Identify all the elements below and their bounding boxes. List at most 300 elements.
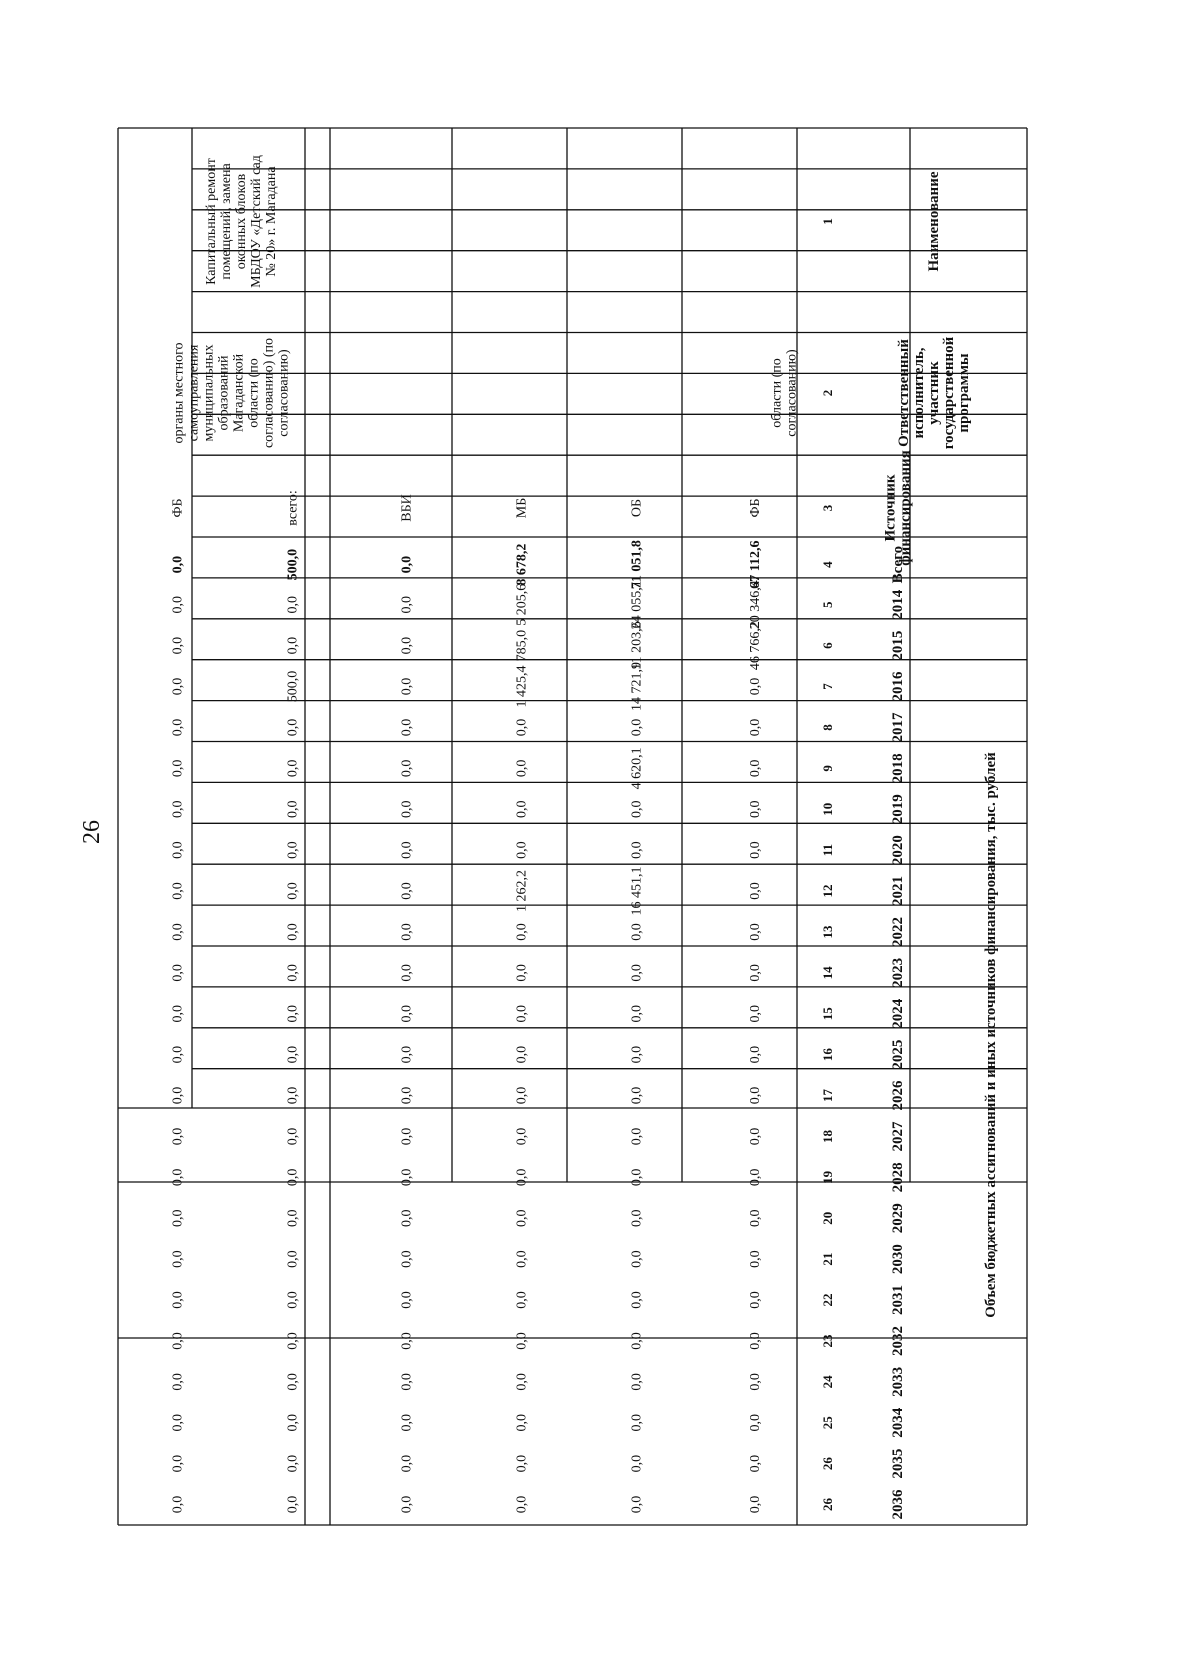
section1-row0-2026: [748, 1087, 763, 1105]
header-year-2035-line: 2035: [890, 1448, 906, 1479]
column-number-12-line: 12: [820, 884, 835, 898]
section1-row0-2021: [748, 882, 763, 900]
column-number-11-line: 11: [820, 844, 835, 857]
section1-row1-2017: [630, 719, 645, 737]
section1-row0-2029-line: 0,0: [748, 1209, 763, 1227]
section1-row1-2026-line: 0,0: [629, 1086, 645, 1105]
section1-row3-2028: [400, 1169, 415, 1187]
section1-row2-2031: [515, 1291, 530, 1309]
section2-row1-2026-line: 0,0: [170, 1086, 186, 1105]
section2-row1-2034-line: 0,0: [170, 1414, 186, 1432]
section2-row1-2020-line: 0,0: [170, 841, 186, 859]
section1-row3-2022: [400, 923, 415, 941]
section1-row2-2029-line: 0,0: [514, 1209, 530, 1227]
section1-row2-2035: [515, 1455, 530, 1473]
section1-row2-2020-line: 0,0: [514, 841, 530, 859]
section1-row3-2035: [400, 1455, 415, 1473]
section1-row1-2024-line: 0,0: [629, 1005, 645, 1023]
section1-row0-2025: [748, 1046, 763, 1064]
section1-row2-2015: [515, 630, 530, 662]
section2-row1-2019-line: 0,0: [170, 800, 186, 818]
section1-row1-2029-line: 0,0: [629, 1209, 645, 1227]
section1-row3-2034: [400, 1414, 415, 1432]
section1-row3-2016: [400, 678, 415, 696]
section2-row0-2030: [286, 1250, 301, 1268]
section1-row3-2019-line: 0,0: [399, 800, 415, 818]
section1-row0-2021-line: 0,0: [748, 882, 763, 900]
column-number-16: [820, 1048, 835, 1062]
page-number: 26: [79, 820, 105, 844]
header-name: [926, 171, 942, 271]
section2-row0-source-line: всего:: [285, 490, 301, 526]
header-responsible-line: Ответственный: [896, 339, 912, 447]
section1-row0-2033: [748, 1373, 763, 1391]
section1-row3-2031-line: 0,0: [399, 1291, 415, 1309]
column-number-25: [820, 1416, 835, 1430]
header-source-line: Источник: [882, 474, 899, 542]
section1-row1-2030: [630, 1250, 645, 1268]
column-number-23: [820, 1334, 835, 1348]
section1-row1-2021-line: 16 451,1: [629, 866, 645, 916]
section2-row0-2028: [286, 1169, 301, 1187]
section2-row0-2034: [286, 1414, 301, 1432]
header-year-2033: [890, 1367, 906, 1397]
column-number-10-line: 10: [820, 802, 835, 816]
section1-row2-2032-line: 0,0: [514, 1332, 530, 1350]
header-year-2021-line: 2021: [890, 876, 906, 907]
section2-row1-2036-line: 0,0: [170, 1495, 186, 1514]
section1-row0-source: [748, 498, 763, 517]
section1-row1-2016-line: 14 721,9: [629, 662, 645, 712]
section2-row0-2029-line: 0,0: [285, 1209, 301, 1227]
column-number-12: [820, 885, 835, 898]
column-number-8-line: 8: [820, 724, 835, 731]
section1-row0-2032-line: 0,0: [748, 1332, 763, 1350]
section1-row1-2036-line: 0,0: [629, 1495, 645, 1514]
section2-responsible: [172, 338, 292, 448]
section2-row0-2023: [286, 964, 301, 982]
column-number-3: [820, 504, 835, 511]
section1-row3-2032: [400, 1332, 415, 1350]
section1-row3-2026-line: 0,0: [399, 1086, 415, 1105]
section2-row0-2025-line: 0,0: [285, 1045, 301, 1064]
header-total: [890, 546, 906, 583]
header-year-2027: [890, 1121, 906, 1152]
section1-row3-2023-line: 0,0: [399, 964, 415, 982]
section2-row1-2032-line: 0,0: [170, 1332, 186, 1350]
section1-responsible-line: области (по: [769, 358, 785, 428]
section1-row0-2034: [748, 1414, 763, 1432]
header-year-2021: [890, 876, 906, 906]
section2-row1-2019: [171, 801, 186, 819]
section1-row1-2019-line: 0,0: [629, 800, 645, 818]
section2-row0-2033: [286, 1373, 301, 1391]
section1-row3-2022-line: 0,0: [399, 923, 415, 941]
section1-row2-2019: [515, 801, 530, 819]
section1-row3-2028-line: 0,0: [399, 1168, 415, 1187]
section1-row2-2025-line: 0,0: [514, 1045, 530, 1064]
header-year-2020-line: 2020: [890, 835, 906, 866]
section2-row1-2016: [171, 678, 186, 696]
section2-row1-source-line: ФБ: [170, 498, 186, 518]
section1-row2-2020: [515, 841, 530, 859]
column-number-27-line: 26: [820, 1498, 835, 1512]
column-number-9-line: 9: [820, 765, 835, 772]
column-number-1-line: 1: [820, 218, 835, 225]
section1-row1-2032: [630, 1332, 645, 1350]
header-year-2034-line: 2034: [890, 1407, 906, 1438]
section1-row0-2035-line: 0,0: [748, 1454, 763, 1473]
section2-row0-2036: [286, 1496, 301, 1514]
column-number-24: [820, 1375, 835, 1389]
section1-row0-2028: [748, 1169, 763, 1187]
section2-row0-2029: [286, 1210, 301, 1228]
header-source-line: финансирования: [897, 450, 914, 566]
section1-row0-2020-line: 0,0: [748, 841, 763, 859]
column-number-2-line: 2: [820, 389, 835, 397]
section1-row2-2027: [515, 1128, 530, 1146]
section2-row1-2017-line: 0,0: [170, 718, 186, 737]
column-number-27: [820, 1498, 835, 1512]
section1-row3-2018-line: 0,0: [399, 759, 415, 778]
section1-row2-2016-line: 1 425,4: [514, 665, 530, 708]
section2-name-line: Капитальный ремонт: [204, 158, 219, 285]
header-year-2031: [890, 1285, 906, 1315]
section1-row2-2014: [515, 584, 530, 626]
section2-row0-2024-line: 0,0: [285, 1005, 301, 1023]
column-number-18-line: 18: [820, 1129, 835, 1143]
section2-responsible-line: самоуправления: [186, 344, 202, 442]
column-number-1: [820, 218, 835, 225]
section1-row2-2034-line: 0,0: [514, 1414, 530, 1432]
section2-row1-2029-line: 0,0: [170, 1209, 186, 1227]
section1-row3-2024-line: 0,0: [399, 1005, 415, 1023]
section2-row1-2014: [171, 596, 186, 614]
section2-row1-2021: [171, 882, 186, 900]
column-number-3-line: 3: [820, 504, 835, 512]
section1-row0-2025-line: 0,0: [748, 1045, 763, 1064]
column-number-6: [820, 642, 835, 649]
header-year-2018-line: 2018: [890, 753, 906, 784]
header-year-2025: [890, 1040, 906, 1070]
section2-row1-2016-line: 0,0: [170, 677, 186, 696]
section1-row3-2020: [400, 841, 415, 859]
section1-row3-2017: [400, 719, 415, 737]
section1-row3-2020-line: 0,0: [399, 841, 415, 859]
section1-row2-2014-line: 5 205,6: [514, 583, 530, 626]
section2-row1-2018-line: 0,0: [170, 759, 186, 778]
section1-row3-2030: [400, 1250, 415, 1268]
column-number-7: [820, 683, 835, 690]
column-number-21: [820, 1253, 835, 1266]
header-year-2014-line: 2014: [890, 589, 906, 620]
section1-row3-2030-line: 0,0: [399, 1250, 415, 1268]
section2-row1-2024-line: 0,0: [170, 1005, 186, 1023]
column-number-4: [820, 561, 835, 568]
header-year-2015-line: 2015: [890, 630, 906, 661]
column-number-18: [820, 1129, 835, 1143]
section1-row0-2018-line: 0,0: [748, 759, 763, 778]
section2-row1-2028: [171, 1169, 186, 1187]
column-number-7-line: 7: [820, 683, 835, 690]
section2-row1-2025: [171, 1046, 186, 1064]
section2-row0-2016: [286, 671, 301, 703]
section1-row1-2015-line: 11 203,6: [629, 621, 645, 670]
section2-row0-2033-line: 0,0: [285, 1373, 301, 1391]
section2-row0-2022-line: 0,0: [285, 923, 301, 941]
header-year-2018: [890, 753, 906, 783]
section1-row1-2027: [630, 1128, 645, 1146]
section1-row1-2020: [630, 841, 645, 859]
section2-row0-2026-line: 0,0: [285, 1086, 301, 1105]
column-number-14: [820, 966, 835, 980]
section1-row3-source: [400, 494, 415, 522]
section1-row2-source: [515, 498, 530, 519]
header-year-2027-line: 2027: [890, 1121, 906, 1152]
section1-row0-2036: [748, 1496, 763, 1514]
section1-row1-source: [630, 499, 645, 517]
section1-row0-2027-line: 0,0: [748, 1127, 763, 1146]
section2-row1-2021-line: 0,0: [170, 882, 186, 900]
section2-row0-2036-line: 0,0: [285, 1495, 301, 1514]
section1-responsible: [770, 349, 800, 437]
header-year-2028: [890, 1162, 906, 1192]
column-number-17: [820, 1089, 835, 1103]
section1-row2-total: [515, 544, 530, 586]
section1-row0-2036-line: 0,0: [748, 1495, 763, 1514]
section1-row0-2026-line: 0,0: [748, 1086, 763, 1105]
section1-row2-2031-line: 0,0: [514, 1291, 530, 1309]
column-number-25-line: 25: [820, 1416, 835, 1430]
section2-row1-2015: [171, 637, 186, 655]
section1-row3-2033-line: 0,0: [399, 1373, 415, 1391]
section2-row1-2023-line: 0,0: [170, 964, 186, 982]
header-responsible-line: программы: [956, 353, 972, 433]
section2-row0-2031-line: 0,0: [285, 1291, 301, 1309]
section1-row2-2025: [515, 1046, 530, 1064]
section2-row0-2019: [286, 801, 301, 819]
section2-row1-total: [171, 556, 186, 574]
section2-row0-2018-line: 0,0: [285, 759, 301, 778]
section1-row2-2033-line: 0,0: [514, 1373, 530, 1391]
section1-row2-2022-line: 0,0: [514, 923, 530, 941]
section2-row0-2028-line: 0,0: [285, 1168, 301, 1187]
header-year-2032: [890, 1326, 906, 1356]
header-year-2036: [890, 1489, 906, 1520]
section1-row0-source-line: ФБ: [748, 498, 763, 518]
section1-row3-2021-line: 0,0: [399, 882, 415, 900]
section1-row1-2022: [630, 923, 645, 941]
section2-row1-2020: [171, 841, 186, 859]
section2-row0-2027: [286, 1128, 301, 1146]
column-number-17-line: 17: [820, 1089, 835, 1103]
column-number-21-line: 21: [820, 1252, 835, 1266]
section1-row1-2023: [630, 964, 645, 982]
section2-row1-2030-line: 0,0: [170, 1250, 186, 1268]
section1-row3-2014: [400, 596, 415, 614]
section1-row2-2018: [515, 760, 530, 778]
column-number-22: [820, 1294, 835, 1307]
header-year-2030: [890, 1244, 906, 1274]
section2-responsible-line: области (по: [246, 358, 262, 428]
section1-row0-2028-line: 0,0: [748, 1168, 763, 1187]
header-year-2028-line: 2028: [890, 1162, 906, 1193]
header-year-2034: [890, 1407, 906, 1438]
header-year-2035: [890, 1449, 906, 1479]
header-responsible-line: исполнитель,: [911, 347, 927, 439]
section1-row2-2035-line: 0,0: [514, 1454, 530, 1473]
section1-row1-2020-line: 0,0: [629, 841, 645, 859]
column-number-9: [820, 765, 835, 772]
section1-row2-2034: [515, 1414, 530, 1432]
column-number-16-line: 16: [820, 1048, 835, 1062]
column-number-5-line: 5: [820, 601, 835, 608]
section2-name-line: МБДОУ «Детский сад: [249, 155, 264, 288]
section1-row2-2019-line: 0,0: [514, 800, 530, 818]
section1-row3-2019: [400, 801, 415, 819]
section2-row0-total-line: 500,0: [285, 548, 301, 581]
column-number-11: [820, 844, 835, 856]
header-name-line: Наименование: [926, 171, 942, 272]
section2-row0-2020-line: 0,0: [285, 841, 301, 859]
section2-row0-2014-line: 0,0: [285, 596, 301, 614]
section1-row3-2025-line: 0,0: [399, 1045, 415, 1064]
header-year-2025-line: 2025: [890, 1039, 906, 1070]
section1-row1-2016: [630, 662, 645, 711]
section1-row3-2015: [400, 637, 415, 655]
section1-row3-2017-line: 0,0: [399, 718, 415, 737]
section1-row3-2024: [400, 1005, 415, 1023]
section2-row1-2017: [171, 719, 186, 737]
section2-row0-2023-line: 0,0: [285, 964, 301, 982]
header-year-2023: [890, 958, 906, 988]
column-number-5: [820, 601, 835, 608]
section2-row1-2014-line: 0,0: [170, 596, 186, 614]
section1-row2-2021: [515, 870, 530, 912]
section2-row1-2022-line: 0,0: [170, 923, 186, 941]
column-number-2: [820, 390, 835, 397]
header-total-line: Всего: [890, 545, 906, 584]
section1-row0-2023-line: 0,0: [748, 964, 763, 982]
section2-row0-2027-line: 0,0: [285, 1127, 301, 1146]
section1-row3-2023: [400, 964, 415, 982]
section1-row0-2023: [748, 964, 763, 982]
section1-row2-2018-line: 0,0: [514, 759, 530, 778]
section2-row1-2022: [171, 923, 186, 941]
section2-row1-total-line: 0,0: [170, 555, 186, 574]
header-year-2022-line: 2022: [890, 916, 906, 947]
section1-row3-2035-line: 0,0: [399, 1454, 415, 1473]
section1-row3-source-line: ВБИ: [399, 494, 415, 522]
section1-row2-2028-line: 0,0: [514, 1168, 530, 1187]
header-year-2031-line: 2031: [890, 1285, 906, 1316]
section1-row3-2031: [400, 1291, 415, 1309]
section1-row0-2031: [748, 1291, 763, 1309]
section1-row2-2027-line: 0,0: [514, 1127, 530, 1146]
column-number-6-line: 6: [820, 642, 835, 649]
section1-row2-2029: [515, 1210, 530, 1228]
section1-row1-2022-line: 0,0: [629, 923, 645, 941]
section1-row1-2025-line: 0,0: [629, 1045, 645, 1064]
section1-row3-2036: [400, 1496, 415, 1514]
section2-responsible-line: Магаданской: [231, 353, 247, 433]
section1-row0-2024: [748, 1005, 763, 1023]
section2-row1-2027: [171, 1128, 186, 1146]
header-year-2033-line: 2033: [890, 1366, 906, 1397]
section1-row0-2015: [748, 621, 763, 670]
section1-row1-2031-line: 0,0: [629, 1291, 645, 1309]
section2-row0-2025: [286, 1046, 301, 1064]
section1-row1-total-line: 71 051,8: [629, 540, 645, 590]
section1-row1-2024: [630, 1005, 645, 1023]
section1-row2-2022: [515, 923, 530, 941]
section2-row0-2015-line: 0,0: [285, 636, 301, 655]
section2-name-line: оконных блоков: [234, 173, 249, 270]
section1-row0-2031-line: 0,0: [748, 1291, 763, 1309]
section2-row0-2031: [286, 1291, 301, 1309]
section2-row0-2034-line: 0,0: [285, 1414, 301, 1432]
section1-row3-2015-line: 0,0: [399, 636, 415, 655]
header-year-2017: [890, 712, 906, 743]
column-number-13: [820, 925, 835, 939]
section1-row0-2014-line: 20 346,4: [748, 580, 763, 630]
section2-row0-2024: [286, 1005, 301, 1023]
section1-row0-2024-line: 0,0: [748, 1005, 763, 1023]
section1-row1-2035-line: 0,0: [629, 1454, 645, 1473]
section1-row1-2019: [630, 801, 645, 819]
header-year-2014: [890, 589, 906, 620]
column-number-19-line: 19: [820, 1170, 835, 1184]
column-number-22-line: 22: [820, 1293, 835, 1307]
section1-row2-2017: [515, 719, 530, 737]
section1-row3-2032-line: 0,0: [399, 1332, 415, 1350]
section1-row2-source-line: МБ: [514, 497, 530, 519]
section2-row0-2026: [286, 1087, 301, 1105]
header-year-2032-line: 2032: [890, 1325, 906, 1356]
header-year-2016-line: 2016: [890, 671, 906, 702]
section1-row3-2026: [400, 1087, 415, 1105]
section1-row3-total-line: 0,0: [399, 555, 415, 574]
section1-row1-2036: [630, 1496, 645, 1514]
section1-row0-2030-line: 0,0: [748, 1250, 763, 1268]
group-title-line: Объем бюджетных ассигнований и иных источников финансирования, тыс. рублей: [983, 752, 999, 1318]
section2-name-line: помещений, замена: [219, 163, 234, 280]
column-number-8: [820, 724, 835, 731]
section1-row2-2030-line: 0,0: [514, 1250, 530, 1268]
section2-row1-2015-line: 0,0: [170, 636, 186, 655]
section1-row0-2029: [748, 1210, 763, 1228]
header-year-2024: [890, 998, 906, 1029]
section2-row0-2015: [286, 637, 301, 655]
section1-row2-2024: [515, 1005, 530, 1023]
section1-row2-2032: [515, 1332, 530, 1350]
section1-row1-2033-line: 0,0: [629, 1373, 645, 1391]
section2-responsible-line: органы местного: [171, 342, 187, 444]
section1-row2-total-line: 8 678,2: [514, 543, 530, 586]
section1-row1-2034: [630, 1414, 645, 1432]
section2-row1-2033-line: 0,0: [170, 1373, 186, 1391]
section2-row0-2020: [286, 841, 301, 859]
section2-row1-2033: [171, 1373, 186, 1391]
section1-row2-2021-line: 1 262,2: [514, 870, 530, 913]
section1-responsible-line: согласованию): [784, 349, 800, 437]
section1-row2-2026: [515, 1087, 530, 1105]
section2-row0-2018: [286, 760, 301, 778]
section1-row0-2015-line: 46 766,2: [748, 621, 763, 671]
section2-row1-2031-line: 0,0: [170, 1291, 186, 1309]
section2-responsible-line: муниципальных: [201, 344, 217, 442]
section2-name: [204, 155, 279, 288]
